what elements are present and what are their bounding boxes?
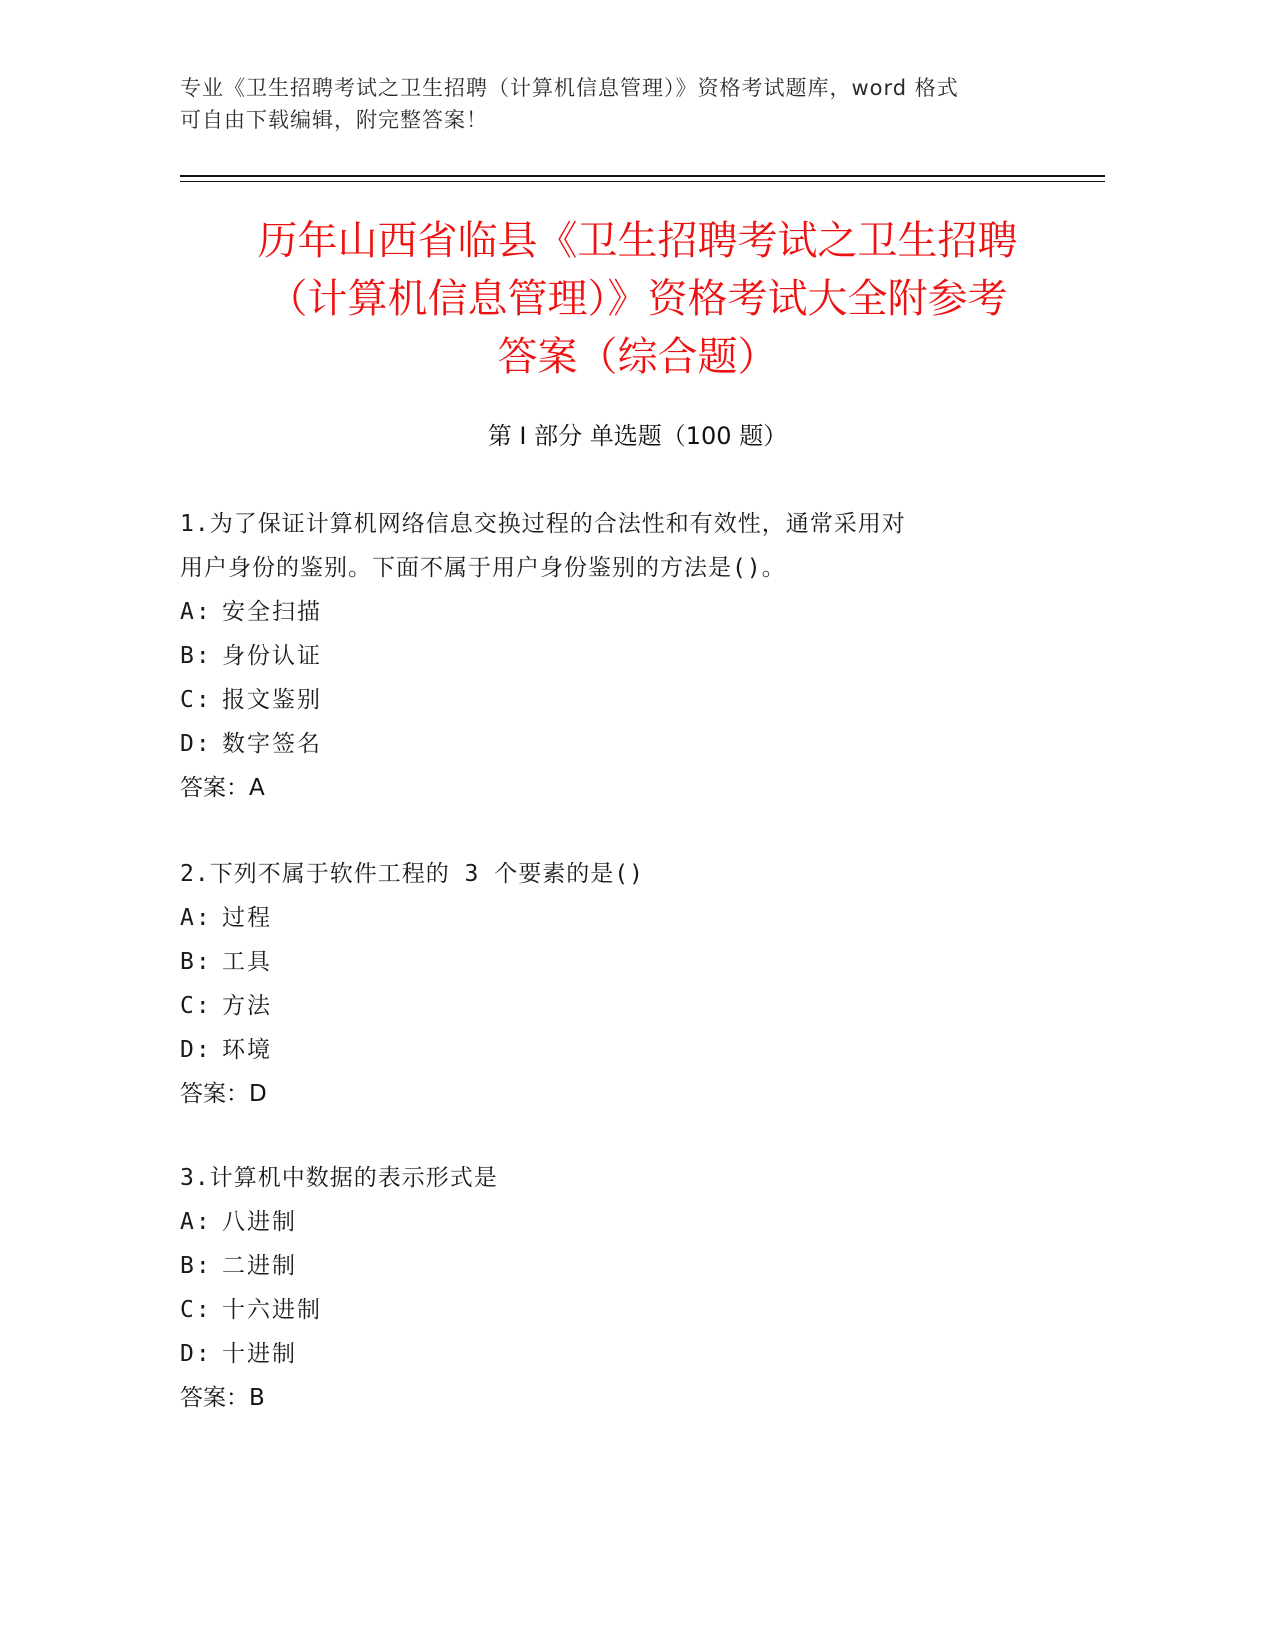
- option-text: 工具: [222, 949, 272, 975]
- option-text: 安全扫描: [222, 599, 322, 625]
- option-text: 十进制: [222, 1341, 297, 1367]
- page-header: [180, 72, 1040, 136]
- question-stem: [180, 1156, 1060, 1200]
- option-a: [180, 590, 1060, 634]
- question-item: [180, 1156, 1060, 1420]
- option-text: 过程: [222, 905, 272, 931]
- question-item: [180, 502, 1060, 810]
- header-line-1: 专业《卫生招聘考试之卫生招聘（计算机信息管理）》资格考试题库，word 格式: [180, 76, 959, 100]
- option-key: C:: [180, 687, 212, 713]
- question-stem-line: 2.下列不属于软件工程的 3 个要素的是(): [180, 861, 644, 887]
- section-heading: 第 I 部分 单选题（100 题）: [487, 422, 788, 450]
- header-rule-thin: [180, 181, 1105, 182]
- option-key: D:: [180, 731, 212, 757]
- question-item: [180, 852, 1060, 1116]
- answer-line: 答案：B: [180, 1385, 265, 1411]
- document-title: [150, 212, 1125, 386]
- option-text: 环境: [222, 1037, 272, 1063]
- answer-line: 答案：D: [180, 1081, 267, 1107]
- answer-line: 答案：A: [180, 775, 265, 801]
- option-key: D:: [180, 1037, 212, 1063]
- option-b: [180, 634, 1060, 678]
- option-key: B:: [180, 643, 212, 669]
- option-text: 身份认证: [222, 643, 322, 669]
- question-stem: [180, 502, 1060, 590]
- option-c: [180, 678, 1060, 722]
- title-line-3: 答案（综合题）: [497, 334, 778, 380]
- option-key: A:: [180, 599, 212, 625]
- option-text: 报文鉴别: [222, 687, 322, 713]
- option-key: A:: [180, 1209, 212, 1235]
- option-key: C:: [180, 993, 212, 1019]
- question-stem: [180, 852, 1060, 896]
- option-key: A:: [180, 905, 212, 931]
- option-d: [180, 722, 1060, 766]
- option-a: [180, 896, 1060, 940]
- title-line-1: 历年山西省临县《卫生招聘考试之卫生招聘: [257, 218, 1018, 264]
- header-line-2: 可自由下载编辑，附完整答案！: [180, 108, 488, 132]
- option-text: 二进制: [222, 1253, 297, 1279]
- header-rule-thick: [180, 175, 1105, 177]
- option-key: D:: [180, 1341, 212, 1367]
- option-d: [180, 1332, 1060, 1376]
- option-d: [180, 1028, 1060, 1072]
- option-text: 方法: [222, 993, 272, 1019]
- option-a: [180, 1200, 1060, 1244]
- option-b: [180, 940, 1060, 984]
- option-c: [180, 1288, 1060, 1332]
- question-stem-line: 3.计算机中数据的表示形式是: [180, 1165, 498, 1191]
- option-b: [180, 1244, 1060, 1288]
- question-stem-line: 1.为了保证计算机网络信息交换过程的合法性和有效性，通常采用对: [180, 511, 906, 537]
- title-line-2: （计算机信息管理）》资格考试大全附参考: [267, 276, 1008, 322]
- option-text: 八进制: [222, 1209, 297, 1235]
- option-c: [180, 984, 1060, 1028]
- option-key: B:: [180, 1253, 212, 1279]
- option-text: 数字签名: [222, 731, 322, 757]
- question-stem-line: 用户身份的鉴别。下面不属于用户身份鉴别的方法是()。: [180, 555, 786, 581]
- option-key: C:: [180, 1297, 212, 1323]
- option-key: B:: [180, 949, 212, 975]
- option-text: 十六进制: [222, 1297, 322, 1323]
